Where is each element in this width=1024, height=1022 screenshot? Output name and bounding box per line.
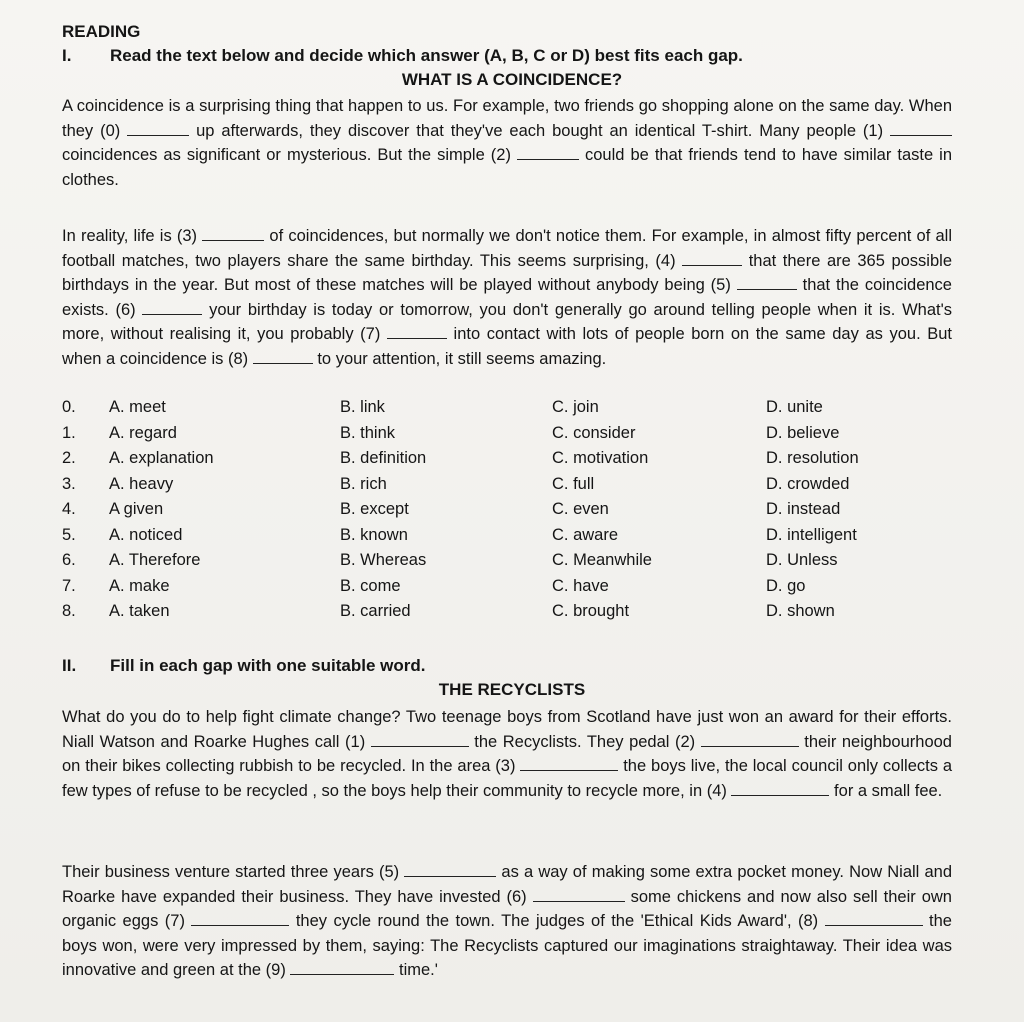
option-a[interactable]: A. meet: [109, 398, 166, 416]
option-d[interactable]: D. shown: [766, 602, 835, 620]
text-run: time.': [394, 961, 438, 979]
text-run: Their business venture started three years (5): [62, 863, 405, 881]
option-row-0: [62, 398, 962, 424]
option-a[interactable]: A given: [109, 500, 164, 518]
option-a[interactable]: A. noticed: [109, 525, 183, 544]
passage-2-paragraph-2: [62, 860, 952, 983]
option-c[interactable]: C. even: [552, 500, 609, 518]
option-b[interactable]: B. link: [340, 398, 385, 416]
option-a[interactable]: A. regard: [109, 423, 177, 442]
option-c[interactable]: C. Meanwhile: [552, 551, 652, 569]
gap-p2-5[interactable]: [404, 864, 496, 877]
question-number: 0.: [62, 398, 76, 416]
part-1-number: I.: [62, 46, 72, 65]
option-a[interactable]: A. taken: [109, 602, 170, 620]
part-1-instruction: Read the text below and decide which answer (A, B, C or D) best fits each gap.: [110, 46, 743, 65]
text-run: your birthday is today or tomorrow, you don't generally go around telling people when it is. What's more, without realising it, you probably (7): [62, 300, 952, 343]
passage-1-paragraph-1: [62, 94, 952, 192]
question-number: 8.: [62, 602, 76, 620]
option-b[interactable]: B. definition: [340, 449, 427, 467]
text-run: some chickens and now also sell their own organic eggs (7): [62, 887, 952, 930]
option-row-4: [62, 500, 962, 526]
gap-6[interactable]: [142, 302, 202, 315]
option-c[interactable]: C. brought: [552, 602, 630, 620]
question-number: 7.: [62, 576, 76, 595]
option-row-3: [62, 475, 962, 501]
text-run: of coincidences, but normally we don't notice them. For example, in almost fifty percent of all football matches, two players share the same birthday. This seems surprising, (4): [62, 227, 953, 270]
text-run: A coincidence is a surprising thing that happen to us. For example, two friends go shopping alone on the same day. When they (0): [62, 97, 952, 140]
gap-1[interactable]: [890, 123, 952, 136]
options-table: [62, 398, 962, 628]
question-number: 2.: [62, 449, 76, 467]
option-b[interactable]: B. think: [340, 423, 396, 442]
gap-8[interactable]: [253, 351, 313, 364]
gap-p2-8[interactable]: [825, 913, 923, 926]
question-number: 1.: [62, 423, 76, 442]
passage-1-title: WHAT IS A COINCIDENCE?: [401, 70, 623, 89]
option-a[interactable]: A. make: [109, 576, 170, 595]
text-run: the boys won, were very impressed by them, saying: The Recyclists captured our imaginations straightaway. Their idea was innovative and green at the (9): [62, 912, 952, 979]
passage-1-paragraph-2: [62, 224, 952, 371]
text-run: In reality, life is (3): [62, 227, 203, 245]
option-d[interactable]: D. instead: [766, 500, 841, 518]
option-row-8: [62, 602, 962, 628]
option-d[interactable]: D. Unless: [766, 551, 838, 569]
text-run: as a way of making some extra pocket money. Now Niall and Roarke have expanded their business. They have invested (6): [62, 863, 953, 906]
option-b[interactable]: B. carried: [340, 602, 411, 620]
option-b[interactable]: B. rich: [340, 474, 387, 493]
text-run: the Recyclists. They pedal (2): [468, 732, 701, 751]
text-run: to your attention, it still seems amazing.: [312, 349, 607, 368]
option-d[interactable]: D. resolution: [766, 449, 859, 467]
option-c[interactable]: C. full: [552, 474, 595, 493]
passage-2-paragraph-1: [62, 705, 952, 803]
text-run: the boys live, the local council only collects a few types of refuse to be recycled , so the boys help their community to recycle more, in (4): [62, 757, 952, 800]
option-d[interactable]: D. believe: [766, 423, 840, 442]
option-row-2: [62, 449, 962, 475]
passage-2-title: THE RECYCLISTS: [438, 680, 586, 699]
gap-p2-6[interactable]: [533, 889, 625, 902]
gap-3[interactable]: [202, 228, 264, 241]
option-d[interactable]: D. crowded: [766, 474, 850, 493]
question-number: 4.: [62, 500, 76, 518]
option-a[interactable]: A. heavy: [109, 474, 174, 493]
text-run: up afterwards, they discover that they've each bought an identical T-shirt. Many people (1): [189, 121, 890, 140]
part-2-number: II.: [62, 656, 77, 675]
option-row-1: [62, 424, 962, 450]
part-2-instruction: Fill in each gap with one suitable word.: [110, 656, 426, 675]
reading-heading: READING: [62, 22, 141, 41]
text-run: that there are 365 possible birthdays in the year. But most of these matches will be played without anybody being (5): [62, 251, 952, 294]
question-number: 6.: [62, 551, 76, 569]
text-run: into contact with lots of people born on the same day as you. But when a coincidence is (8): [62, 325, 953, 368]
option-a[interactable]: A. Therefore: [109, 551, 201, 569]
text-run: What do you do to help fight climate change? Two teenage boys from Scotland have just won an award for their efforts. Niall Watson and Roarke Hughes call (1): [62, 708, 952, 751]
gap-p2-9[interactable]: [290, 962, 394, 975]
option-row-6: [62, 551, 962, 577]
text-run: for a small fee.: [829, 781, 943, 800]
option-c[interactable]: C. consider: [552, 423, 636, 442]
gap-p2-7[interactable]: [191, 913, 289, 926]
text-run: coincidences as significant or mysterious. But the simple (2): [62, 146, 517, 164]
text-run: they cycle round the town. The judges of the 'Ethical Kids Award', (8): [289, 912, 825, 930]
option-c[interactable]: C. join: [552, 398, 599, 416]
gap-p2-3[interactable]: [520, 758, 618, 771]
option-b[interactable]: B. except: [340, 500, 409, 518]
gap-2[interactable]: [517, 147, 579, 160]
option-c[interactable]: C. aware: [552, 525, 619, 544]
gap-p2-1[interactable]: [371, 734, 469, 747]
gap-5[interactable]: [737, 277, 797, 290]
gap-7[interactable]: [387, 326, 447, 339]
option-a[interactable]: A. explanation: [109, 449, 214, 467]
option-b[interactable]: B. known: [340, 525, 408, 544]
gap-0[interactable]: [127, 123, 189, 136]
gap-4[interactable]: [682, 253, 742, 266]
option-row-5: [62, 526, 962, 552]
option-b[interactable]: B. come: [340, 576, 401, 595]
option-d[interactable]: D. intelligent: [766, 525, 857, 544]
option-c[interactable]: C. motivation: [552, 449, 649, 467]
option-d[interactable]: D. unite: [766, 398, 823, 416]
option-b[interactable]: B. Whereas: [340, 551, 427, 569]
gap-p2-4[interactable]: [731, 783, 829, 796]
gap-p2-2[interactable]: [701, 734, 799, 747]
question-number: 3.: [62, 474, 76, 493]
option-c[interactable]: C. have: [552, 576, 609, 595]
text-run: could be that friends tend to have similar taste in clothes.: [62, 146, 952, 189]
option-row-7: [62, 577, 962, 603]
text-run: that the coincidence exists. (6): [62, 276, 952, 319]
text-run: their neighbourhood on their bikes collecting rubbish to be recycled. In the area (3): [62, 732, 952, 775]
option-d[interactable]: D. go: [766, 576, 806, 595]
question-number: 5.: [62, 525, 76, 544]
